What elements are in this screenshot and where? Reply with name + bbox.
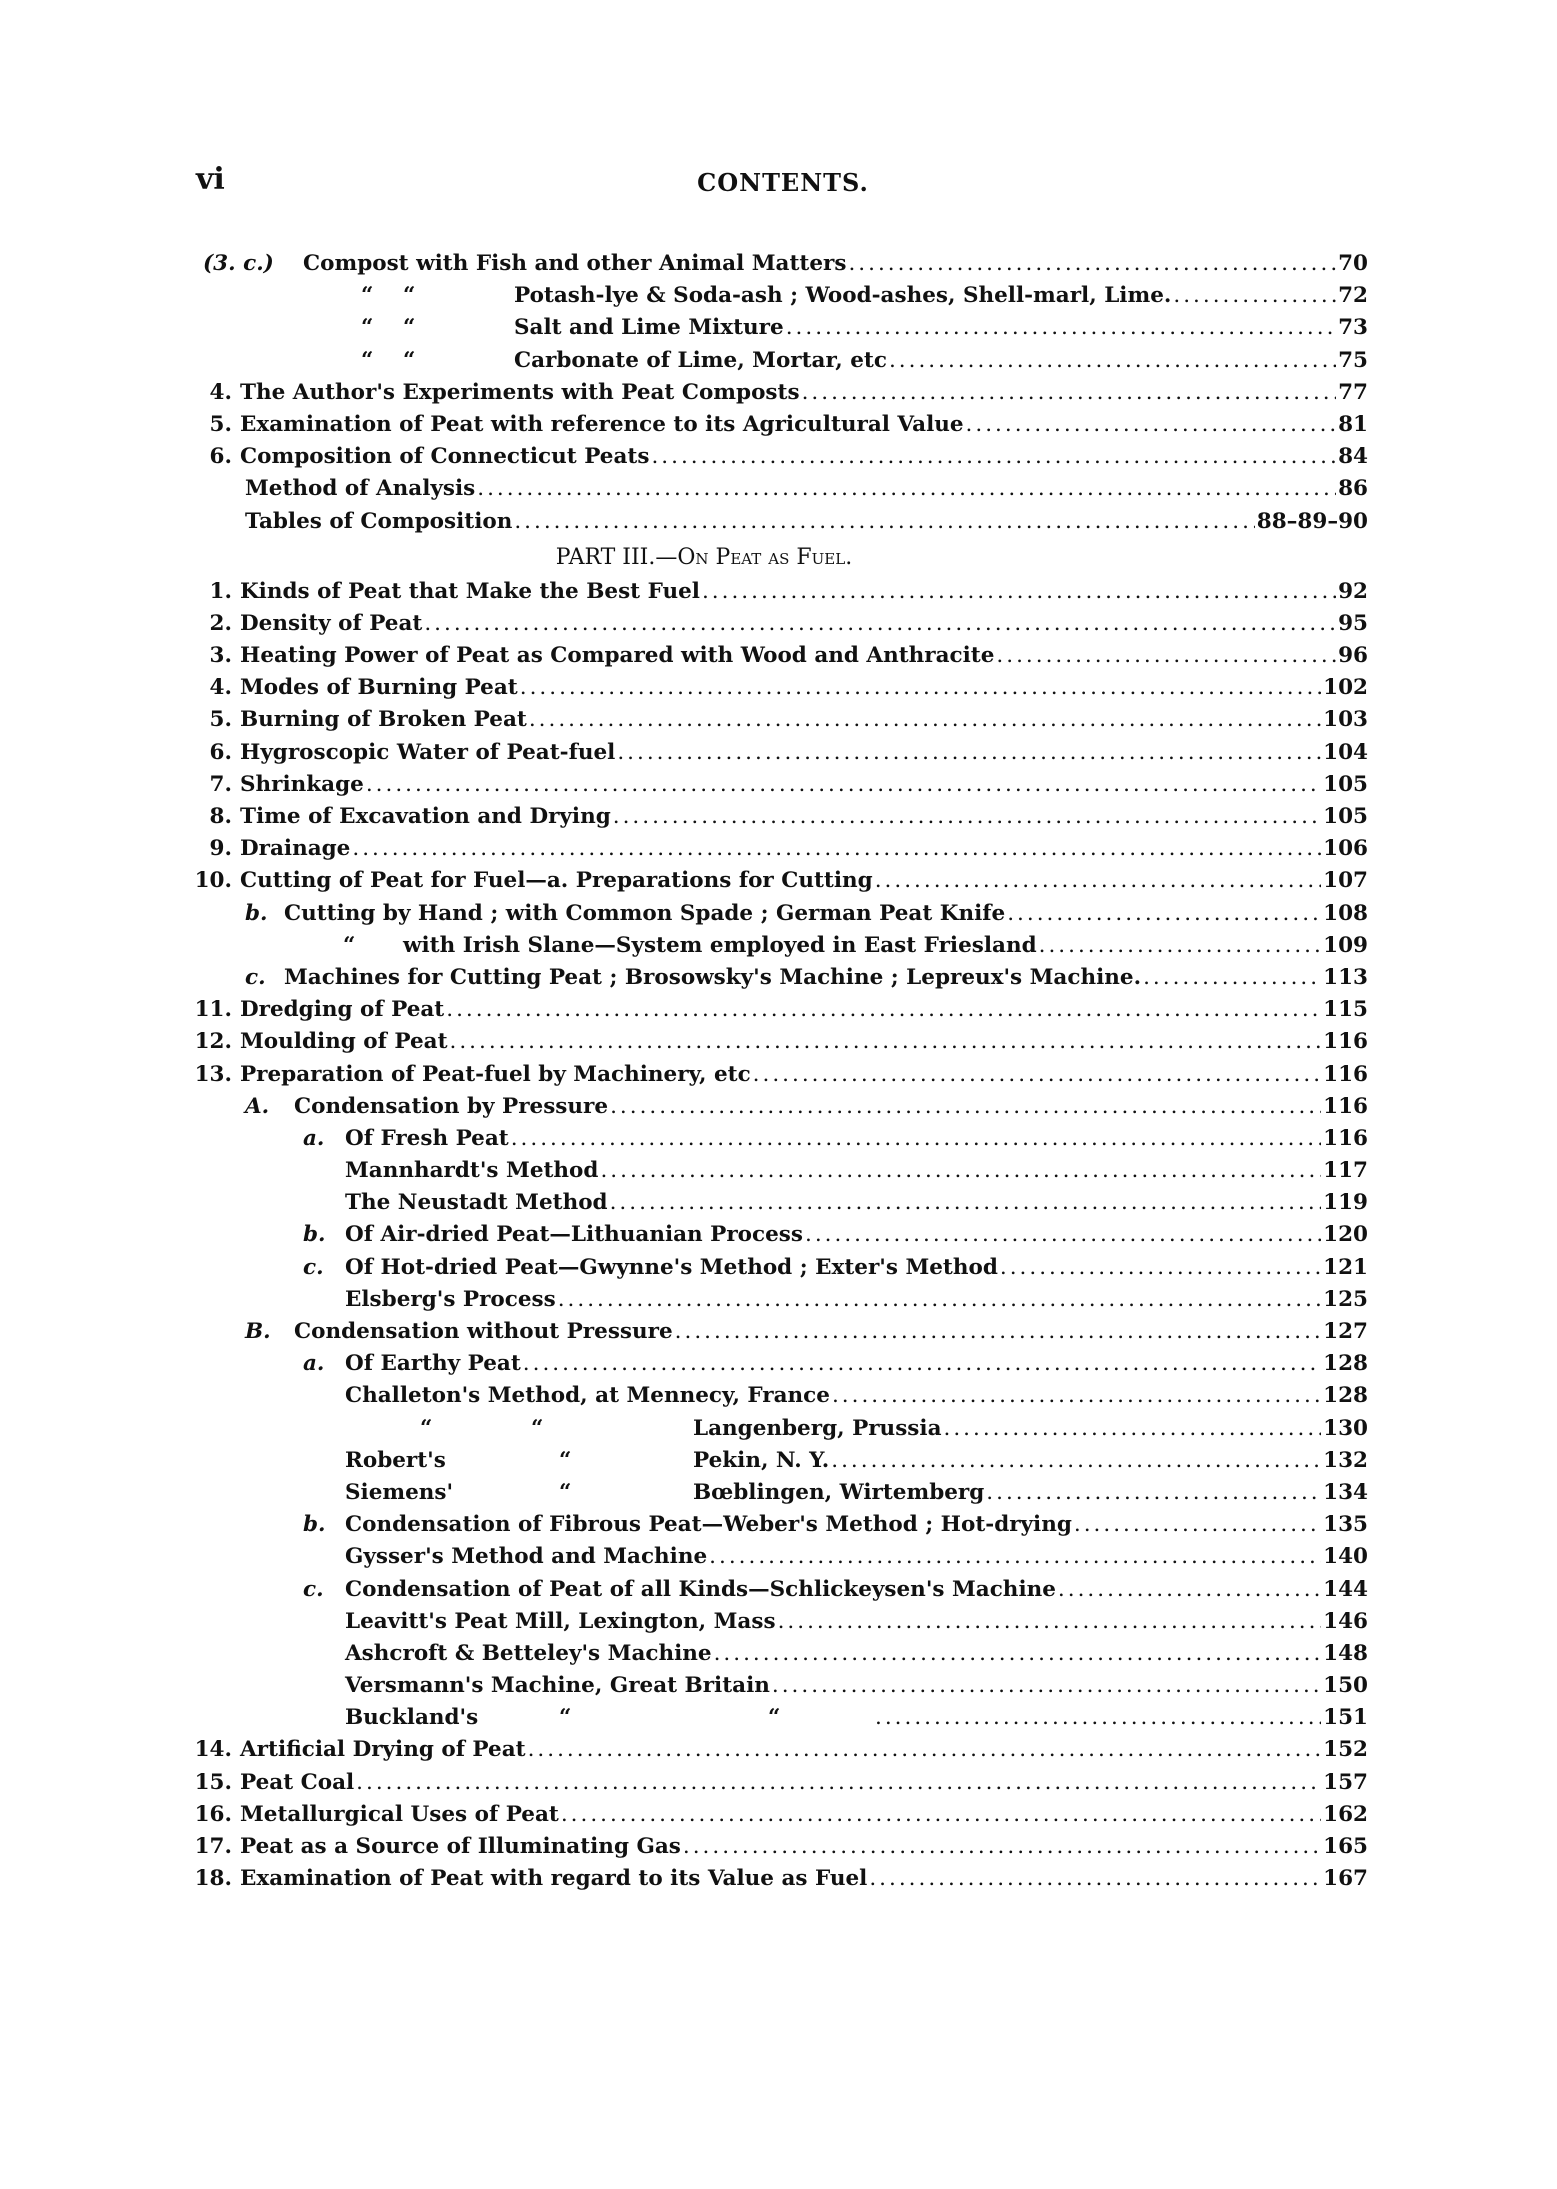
entry-label: 10. bbox=[194, 868, 232, 894]
entry-title: Examination of Peat with regard to its Value as Fuel bbox=[240, 1866, 868, 1892]
entry-page: 115 bbox=[1323, 997, 1368, 1023]
dot-leader bbox=[986, 1477, 1321, 1509]
entry-title: Condensation of Peat of all Kinds—Schlickeysen's Machine bbox=[345, 1576, 1056, 1602]
dot-leader bbox=[714, 1638, 1322, 1670]
entry-label: c. bbox=[245, 964, 266, 990]
toc-entry[interactable] bbox=[0, 377, 1368, 409]
entry-title: Peat as a Source of Illuminating Gas bbox=[240, 1834, 681, 1859]
entry-title: Of Air-dried Peat—Lithuanian Process bbox=[345, 1222, 803, 1248]
entry-page: 150 bbox=[1323, 1673, 1368, 1699]
entry-page: 130 bbox=[1323, 1415, 1368, 1441]
entry-label: b. bbox=[245, 900, 268, 926]
entry-page: 88–89–90 bbox=[1256, 508, 1368, 534]
entry-title: Composition of Connecticut Peats bbox=[240, 444, 650, 470]
dot-leader bbox=[613, 801, 1321, 833]
entry-page: 109 bbox=[1323, 932, 1368, 958]
dot-leader bbox=[511, 1123, 1321, 1155]
entry-page: 105 bbox=[1323, 771, 1368, 797]
dot-leader bbox=[831, 1445, 1321, 1477]
toc-entry[interactable] bbox=[0, 345, 1368, 377]
dot-leader bbox=[1039, 930, 1321, 962]
entry-title: The Neustadt Method bbox=[345, 1190, 608, 1216]
entry-page: 106 bbox=[1323, 836, 1368, 862]
entry-title: Versmann's Machine, Great Britain bbox=[345, 1673, 770, 1699]
entry-title: Cutting of Peat for Fuel—a. Preparations for Cutting bbox=[240, 868, 873, 894]
toc-entry[interactable] bbox=[0, 930, 1368, 962]
toc-entry[interactable] bbox=[0, 1799, 1368, 1831]
dot-leader bbox=[600, 1155, 1321, 1187]
toc-entry[interactable] bbox=[0, 1863, 1368, 1895]
entry-title: Challeton's Method, at Mennecy, France bbox=[345, 1383, 830, 1409]
entry-title: Moulding of Peat bbox=[240, 1029, 448, 1055]
dot-leader bbox=[702, 576, 1336, 608]
toc-entry[interactable] bbox=[0, 640, 1368, 672]
entry-page: 117 bbox=[1323, 1158, 1368, 1184]
entry-label: 16. bbox=[194, 1801, 232, 1827]
dot-leader bbox=[528, 1734, 1322, 1766]
entry-label: 1. bbox=[209, 578, 232, 604]
toc-entry[interactable] bbox=[0, 1541, 1368, 1573]
entry-title: Ashcroft & Betteley's Machine bbox=[345, 1640, 712, 1666]
dot-leader bbox=[875, 865, 1321, 897]
entry-label: 12. bbox=[194, 1029, 232, 1055]
entry-page: 162 bbox=[1323, 1801, 1368, 1827]
entry-label: 3. bbox=[209, 643, 232, 669]
toc-entry[interactable] bbox=[0, 898, 1368, 930]
entry-title: Drainage bbox=[240, 836, 351, 862]
entry-label: 6. bbox=[209, 444, 232, 470]
toc-entry[interactable] bbox=[0, 1767, 1368, 1799]
entry-title: The Author's Experiments with Peat Composts bbox=[240, 379, 800, 405]
entry-title: Pekin, N. Y. bbox=[693, 1447, 830, 1473]
toc-entry[interactable] bbox=[0, 737, 1368, 769]
ditto-mark: “ bbox=[361, 283, 374, 309]
dot-leader bbox=[561, 1799, 1321, 1831]
ditto-mark: “ bbox=[403, 315, 416, 341]
dot-leader bbox=[1173, 280, 1336, 312]
toc-entry[interactable] bbox=[0, 1606, 1368, 1638]
toc-entry[interactable] bbox=[0, 865, 1368, 897]
entry-page: 107 bbox=[1323, 868, 1368, 894]
toc-entry[interactable] bbox=[0, 1509, 1368, 1541]
entry-title: Heating Power of Peat as Compared with Wood and Anthracite bbox=[240, 643, 995, 669]
toc-entry[interactable] bbox=[0, 1219, 1368, 1251]
entry-title: Burning of Broken Peat bbox=[240, 707, 527, 733]
entry-page: 128 bbox=[1323, 1383, 1368, 1409]
entry-label: c. bbox=[303, 1576, 324, 1602]
ditto-mark: “ bbox=[361, 347, 374, 373]
entry-page: 72 bbox=[1338, 283, 1368, 309]
entry-page: 113 bbox=[1323, 964, 1368, 990]
dot-leader bbox=[848, 248, 1336, 280]
entry-title: Of Hot-dried Peat—Gwynne's Method ; Exter's Method bbox=[345, 1254, 998, 1280]
toc-entry[interactable] bbox=[0, 1091, 1368, 1123]
toc-entry[interactable] bbox=[0, 769, 1368, 801]
entry-page: 108 bbox=[1323, 900, 1368, 926]
entry-name: Robert's bbox=[345, 1447, 446, 1473]
dot-leader bbox=[523, 1348, 1321, 1380]
entry-page: 116 bbox=[1323, 1093, 1368, 1119]
dot-leader bbox=[832, 1380, 1321, 1412]
dot-leader bbox=[869, 1863, 1321, 1895]
entry-page: 81 bbox=[1338, 411, 1368, 437]
entry-title: Time of Excavation and Drying bbox=[240, 804, 611, 829]
toc-entry[interactable] bbox=[0, 801, 1368, 833]
dot-leader bbox=[966, 409, 1337, 441]
entry-title: Tables of Composition bbox=[245, 508, 513, 534]
toc-entry[interactable] bbox=[0, 1155, 1368, 1187]
entry-page: 86 bbox=[1338, 476, 1368, 502]
entry-page: 157 bbox=[1323, 1769, 1368, 1795]
entry-page: 152 bbox=[1323, 1737, 1368, 1763]
toc-entry[interactable] bbox=[0, 1670, 1368, 1702]
toc-entry[interactable] bbox=[0, 1252, 1368, 1284]
dot-leader bbox=[477, 473, 1336, 505]
ditto-mark: “ bbox=[361, 315, 374, 341]
toc-entry[interactable] bbox=[0, 248, 1368, 280]
entry-page: 116 bbox=[1323, 1125, 1368, 1151]
entry-page: 120 bbox=[1323, 1222, 1368, 1248]
entry-label: 5. bbox=[209, 411, 232, 437]
entry-label: 14. bbox=[194, 1737, 232, 1763]
toc-entry[interactable] bbox=[0, 441, 1368, 473]
toc-entry[interactable] bbox=[0, 1348, 1368, 1380]
toc-entry[interactable] bbox=[0, 1702, 1368, 1734]
entry-label: 4. bbox=[209, 379, 232, 405]
entry-label: a. bbox=[303, 1351, 325, 1377]
entry-label: 2. bbox=[209, 610, 232, 636]
dot-leader bbox=[786, 312, 1336, 344]
entry-name: Buckland's bbox=[345, 1705, 479, 1731]
entry-title: Preparation of Peat-fuel by Machinery, etc bbox=[240, 1061, 751, 1087]
entry-page: 92 bbox=[1338, 578, 1368, 604]
entry-title: Condensation without Pressure bbox=[294, 1319, 673, 1344]
ditto-mark: “ bbox=[768, 1705, 781, 1731]
entry-page: 148 bbox=[1323, 1640, 1368, 1666]
dot-leader bbox=[529, 704, 1321, 736]
entry-title: Elsberg's Process bbox=[345, 1286, 556, 1312]
dot-leader bbox=[424, 608, 1336, 640]
toc-entry[interactable] bbox=[0, 576, 1368, 608]
entry-label: 7. bbox=[209, 771, 232, 797]
dot-leader bbox=[1000, 1252, 1321, 1284]
entry-page: 102 bbox=[1323, 675, 1368, 701]
toc-entry[interactable] bbox=[0, 1445, 1368, 1477]
dot-leader bbox=[1143, 962, 1321, 994]
entry-title: Method of Analysis bbox=[245, 476, 476, 502]
toc-entry[interactable] bbox=[0, 833, 1368, 865]
dot-leader bbox=[352, 833, 1321, 865]
entry-title: Potash-lye & Soda-ash ; Wood-ashes, Shell-marl, Lime. bbox=[514, 283, 1172, 309]
toc-entry[interactable] bbox=[0, 994, 1368, 1026]
entry-title: Peat Coal bbox=[240, 1769, 355, 1795]
dot-leader bbox=[996, 640, 1336, 672]
entry-title: Salt and Lime Mixture bbox=[514, 315, 784, 341]
entry-page: 128 bbox=[1323, 1351, 1368, 1377]
entry-page: 96 bbox=[1338, 643, 1368, 669]
page-number: vi bbox=[196, 162, 225, 197]
entry-page: 151 bbox=[1323, 1705, 1368, 1731]
toc-entry[interactable] bbox=[0, 1734, 1368, 1766]
entry-title: Mannhardt's Method bbox=[345, 1158, 599, 1184]
entry-page: 135 bbox=[1323, 1512, 1368, 1538]
toc-entry[interactable] bbox=[0, 1638, 1368, 1670]
entry-title: Compost with Fish and other Animal Matters bbox=[303, 251, 847, 276]
toc-entry[interactable] bbox=[0, 1316, 1368, 1348]
toc-entry[interactable] bbox=[0, 672, 1368, 704]
entry-page: 70 bbox=[1338, 251, 1368, 276]
entry-label: 18. bbox=[194, 1866, 232, 1892]
toc-entry[interactable] bbox=[0, 409, 1368, 441]
entry-page: 104 bbox=[1323, 739, 1368, 765]
dot-leader bbox=[356, 1767, 1321, 1799]
entry-label: 17. bbox=[194, 1834, 232, 1859]
entry-title: Machines for Cutting Peat ; Brosowsky's Machine ; Lepreux's Machine. bbox=[284, 964, 1142, 990]
entry-title: Condensation by Pressure bbox=[294, 1093, 609, 1119]
entry-title: Gysser's Method and Machine bbox=[345, 1544, 708, 1570]
entry-label: 4. bbox=[209, 675, 232, 701]
entry-label: 13. bbox=[194, 1061, 232, 1087]
dot-leader bbox=[366, 769, 1321, 801]
dot-leader bbox=[1058, 1574, 1321, 1606]
dot-leader bbox=[1007, 898, 1321, 930]
entry-label: 9. bbox=[209, 836, 232, 862]
entry-page: 134 bbox=[1323, 1479, 1368, 1505]
entry-label: 6. bbox=[209, 739, 232, 765]
entry-page: 140 bbox=[1323, 1544, 1368, 1570]
entry-page: 132 bbox=[1323, 1447, 1368, 1473]
ditto-mark: “ bbox=[559, 1447, 572, 1473]
dot-leader bbox=[610, 1091, 1321, 1123]
entry-page: 84 bbox=[1338, 444, 1368, 470]
dot-leader bbox=[683, 1831, 1321, 1863]
dot-leader bbox=[520, 672, 1321, 704]
entry-label: b. bbox=[303, 1222, 326, 1248]
entry-label: (3. c.) bbox=[203, 251, 274, 276]
entry-page: 167 bbox=[1323, 1866, 1368, 1892]
entry-title: with Irish Slane—System employed in East Friesland bbox=[403, 932, 1037, 958]
dot-leader bbox=[709, 1541, 1321, 1573]
toc-entry[interactable] bbox=[0, 1831, 1368, 1863]
entry-label: A. bbox=[245, 1093, 270, 1119]
entry-title: Artificial Drying of Peat bbox=[240, 1737, 526, 1763]
toc-entry[interactable] bbox=[0, 280, 1368, 312]
entry-label: 5. bbox=[209, 707, 232, 733]
dot-leader bbox=[805, 1219, 1321, 1251]
entry-title: Density of Peat bbox=[240, 610, 423, 636]
part-heading: PART III.—On Peat as Fuel. bbox=[555, 544, 853, 570]
entry-page: 146 bbox=[1323, 1608, 1368, 1634]
entry-page: 121 bbox=[1323, 1254, 1368, 1280]
entry-page: 119 bbox=[1323, 1190, 1368, 1216]
entry-title: Leavitt's Peat Mill, Lexington, Mass bbox=[345, 1608, 776, 1634]
dot-leader bbox=[450, 1026, 1322, 1058]
entry-title: Hygroscopic Water of Peat-fuel bbox=[240, 739, 616, 765]
ditto-mark: “ bbox=[559, 1705, 572, 1731]
entry-title: Langenberg, Prussia bbox=[693, 1415, 942, 1441]
entry-title: Of Earthy Peat bbox=[345, 1351, 521, 1377]
toc-entry[interactable] bbox=[0, 1477, 1368, 1509]
toc-entry[interactable] bbox=[0, 473, 1368, 505]
entry-page: 165 bbox=[1323, 1834, 1368, 1859]
entry-label: B. bbox=[245, 1319, 271, 1344]
ditto-mark: “ bbox=[420, 1415, 433, 1441]
page-title: CONTENTS. bbox=[697, 168, 869, 197]
entry-title: Cutting by Hand ; with Common Spade ; German Peat Knife bbox=[284, 900, 1006, 926]
dot-leader bbox=[772, 1670, 1321, 1702]
dot-leader bbox=[675, 1316, 1321, 1348]
ditto-mark: “ bbox=[343, 932, 356, 958]
dot-leader bbox=[875, 1702, 1321, 1734]
entry-page: 105 bbox=[1323, 804, 1368, 829]
entry-label: 15. bbox=[194, 1769, 232, 1795]
toc-entry[interactable] bbox=[0, 1380, 1368, 1412]
entry-label: 8. bbox=[209, 804, 232, 829]
entry-label: c. bbox=[303, 1254, 324, 1280]
entry-title: Of Fresh Peat bbox=[345, 1125, 509, 1151]
toc-entry[interactable] bbox=[0, 1123, 1368, 1155]
ditto-mark: “ bbox=[403, 283, 416, 309]
entry-page: 73 bbox=[1338, 315, 1368, 341]
entry-title: Kinds of Peat that Make the Best Fuel bbox=[240, 578, 700, 604]
entry-label: b. bbox=[303, 1512, 326, 1538]
entry-label: a. bbox=[303, 1125, 325, 1151]
toc-entry[interactable] bbox=[0, 506, 1368, 538]
dot-leader bbox=[514, 506, 1254, 538]
entry-page: 103 bbox=[1323, 707, 1368, 733]
toc-entry[interactable] bbox=[0, 1413, 1368, 1445]
dot-leader bbox=[610, 1187, 1322, 1219]
entry-page: 116 bbox=[1323, 1029, 1368, 1055]
dot-leader bbox=[1074, 1509, 1321, 1541]
entry-page: 77 bbox=[1338, 379, 1368, 405]
ditto-mark: “ bbox=[403, 347, 416, 373]
entry-page: 144 bbox=[1323, 1576, 1368, 1602]
dot-leader bbox=[617, 737, 1321, 769]
entry-page: 95 bbox=[1338, 610, 1368, 636]
dot-leader bbox=[753, 1059, 1321, 1091]
entry-page: 125 bbox=[1323, 1286, 1368, 1312]
entry-title: Carbonate of Lime, Mortar, etc bbox=[514, 347, 887, 373]
entry-title: Condensation of Fibrous Peat—Weber's Method ; Hot-drying bbox=[345, 1512, 1072, 1538]
entry-page: 116 bbox=[1323, 1061, 1368, 1087]
entry-title: Metallurgical Uses of Peat bbox=[240, 1801, 559, 1827]
table-of-contents bbox=[0, 248, 1368, 1895]
toc-entry[interactable] bbox=[0, 312, 1368, 344]
toc-entry[interactable] bbox=[0, 1574, 1368, 1606]
toc-entry[interactable] bbox=[0, 704, 1368, 736]
entry-title: Bœblingen, Wirtemberg bbox=[693, 1479, 985, 1505]
toc-entry[interactable] bbox=[0, 608, 1368, 640]
entry-name: Siemens' bbox=[345, 1479, 454, 1505]
dot-leader bbox=[558, 1284, 1321, 1316]
entry-label: 11. bbox=[194, 997, 232, 1023]
entry-title: Dredging of Peat bbox=[240, 997, 445, 1023]
dot-leader bbox=[651, 441, 1336, 473]
entry-page: 127 bbox=[1323, 1319, 1368, 1344]
dot-leader bbox=[446, 994, 1321, 1026]
entry-title: Shrinkage bbox=[240, 771, 364, 797]
ditto-mark: “ bbox=[559, 1479, 572, 1505]
entry-page: 75 bbox=[1338, 347, 1368, 373]
entry-title: Modes of Burning Peat bbox=[240, 675, 518, 701]
toc-entry[interactable] bbox=[0, 962, 1368, 994]
dot-leader bbox=[802, 377, 1337, 409]
toc-entry[interactable] bbox=[0, 1284, 1368, 1316]
dot-leader bbox=[889, 345, 1336, 377]
dot-leader bbox=[944, 1413, 1322, 1445]
entry-title: Examination of Peat with reference to its Agricultural Value bbox=[240, 411, 964, 437]
toc-entry[interactable] bbox=[0, 1059, 1368, 1091]
toc-entry[interactable] bbox=[0, 1026, 1368, 1058]
toc-entry[interactable] bbox=[0, 1187, 1368, 1219]
ditto-mark: “ bbox=[531, 1415, 544, 1441]
dot-leader bbox=[778, 1606, 1322, 1638]
